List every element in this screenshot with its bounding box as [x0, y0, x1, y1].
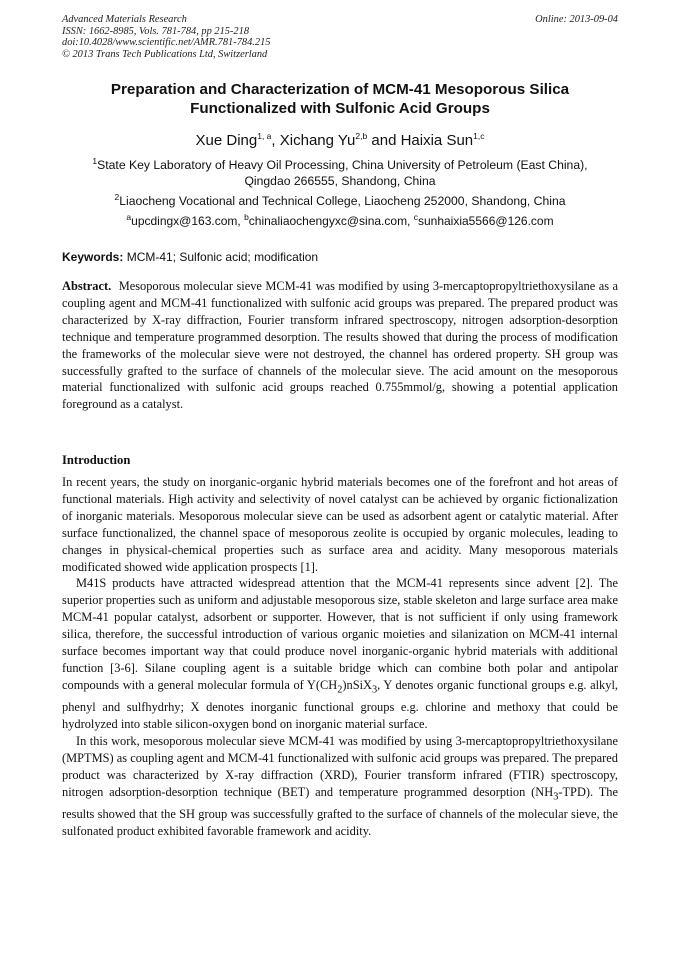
- keywords-text: MCM-41; Sulfonic acid; modification: [123, 250, 319, 264]
- email-superscript: b: [244, 212, 249, 222]
- author-list: [62, 132, 618, 150]
- affiliation-text: State Key Laboratory of Heavy Oil Processing, China University of Petroleum (East China),: [97, 158, 588, 172]
- author-superscript: 2,b: [355, 131, 368, 141]
- introduction-body: [62, 474, 618, 840]
- affiliation-1: [62, 157, 618, 189]
- affiliation-2: [62, 193, 618, 209]
- subscript: 3: [372, 684, 378, 696]
- affiliation-superscript: 1: [92, 155, 98, 166]
- journal-header: [62, 14, 618, 60]
- author-name: Xue Ding: [195, 132, 258, 149]
- paragraph: [62, 575, 618, 733]
- copyright-line: © 2013 Trans Tech Publications Ltd, Switzerland: [62, 48, 268, 60]
- author-name: Haixia Sun: [400, 132, 474, 149]
- author-superscript: 1,c: [473, 131, 485, 141]
- paragraph-text: -TPD). The results showed that the SH group was successfully grafted to the surface of channels of the molecular sieve, the sulfonated product exhibited favorable framework and acidity.: [62, 784, 618, 839]
- author-separator: and: [367, 132, 401, 149]
- email-address: sunhaixia5566@126.com: [417, 214, 554, 228]
- title-line-1: Preparation and Characterization of MCM-41 Mesoporous Silica: [110, 81, 570, 98]
- author-superscript: 1, a: [257, 131, 272, 141]
- email-address: chinaliaochengyxc@sina.com,: [248, 214, 414, 228]
- paper-title: [62, 80, 618, 118]
- author-name: Xichang Yu: [279, 132, 356, 149]
- abstract-text: Mesoporous molecular sieve MCM-41 was modified by using 3-mercaptopropyltriethoxysilane as a coupling agent and MCM-41 functionalized with sulfonic acid groups was prepared. The prepared product was characterized by X-ray diffraction, Fourier transform infrared spectroscopy, nitrogen adsorption-desorption technique and temperature programmed desorption. The results showed that during the process of modification the frameworks of the molecular sieve were not destroyed, the channel has ordered property. SH group was successfully grafted to the surface of channels of the molecular sieve. The acid amount on the mesoporous material functionalized with sulfonic acid groups reached 0.755mmol/g, showing a potential application foreground as a catalyst.: [62, 279, 618, 412]
- subscript: 3: [553, 791, 559, 803]
- author-separator: ,: [271, 132, 280, 149]
- paragraph: In recent years, the study on inorganic-organic hybrid materials becomes one of the forefront and hot areas of functional materials. High activity and selectivity of novel catalyst can be achieved by organic fictionalization of inorganic materials. Mesoporous molecular sieve can be used as adsorbent agent or catalytic material. After surface functionalized, the channel space of mesoporous zeolite is occupied by organic molecules, leading to changes in physical-chemical properties such as surface area and acidity. Many mesoporous materials modificated showed wide application prospects [1].: [62, 475, 618, 574]
- affiliation-text: Qingdao 266555, Shandong, China: [244, 174, 436, 188]
- author-emails: [62, 213, 618, 229]
- paragraph-text: , Y denotes organic functional groups e.g. alkyl, phenyl and sulfhydrhy; X denotes inorganic functional groups e.g. chlorine and methoxy that could be hydrolyzed into stable silicon-oxygen bond on inorganic material surface.: [62, 677, 618, 732]
- affiliation-text: Liaocheng Vocational and Technical College, Liaocheng 252000, Shandong, China: [119, 194, 566, 208]
- paragraph-text: )nSiX: [342, 677, 372, 692]
- title-line-2: Functionalized with Sulfonic Acid Groups: [190, 100, 490, 117]
- email-superscript: c: [413, 212, 418, 222]
- paragraph: [62, 733, 618, 840]
- subscript: 2: [337, 684, 343, 696]
- email-superscript: a: [126, 212, 132, 222]
- email-address: upcdingx@163.com,: [131, 214, 245, 228]
- paragraph-text: In this work, mesoporous molecular sieve MCM-41 was modified by using 3-mercaptopropyltriethoxysilane (MPTMS) as coupling agent and MCM-41 functionalized with sulfonic acid groups was prepared. The prepared product was characterized by X-ray diffraction (XRD), Fourier transform infrared (FTIR) spectroscopy, nitrogen adsorption-desorption technique (BET) and temperature programmed desorption (NH: [62, 734, 618, 799]
- abstract-label: Abstract.: [62, 279, 112, 293]
- online-date: Online: 2013-09-04: [535, 14, 618, 25]
- journal-name: Advanced Materials Research: [62, 14, 187, 25]
- section-heading: Introduction: [62, 453, 131, 467]
- keywords: [62, 249, 618, 265]
- affiliation-superscript: 2: [114, 191, 120, 202]
- abstract: [62, 278, 618, 413]
- doi-line: doi:10.4028/www.scientific.net/AMR.781-784.215: [62, 37, 271, 49]
- paragraph-text: M41S products have attracted widespread attention that the MCM-41 represents since advent [2]. The superior properties such as uniform and adjustable mesoporous size, stable skeleton and large surface area make MCM-41 popular catalyst, adsorbent or supporter. However, that is not sufficient if only using framework silica, therefore, the successful introduction of various organic moieties and silanization on MCM-41 internal surface becomes important way that could produce novel inorganic-organic hybrid materials with additional function [3-6]. Silane coupling agent is a suitable bridge which can combine both polar and antipolar compounds with a general molecular formula of Y(CH: [62, 576, 618, 692]
- issn-line: ISSN: 1662-8985, Vols. 781-784, pp 215-218: [62, 25, 250, 37]
- keywords-label: Keywords:: [62, 250, 124, 264]
